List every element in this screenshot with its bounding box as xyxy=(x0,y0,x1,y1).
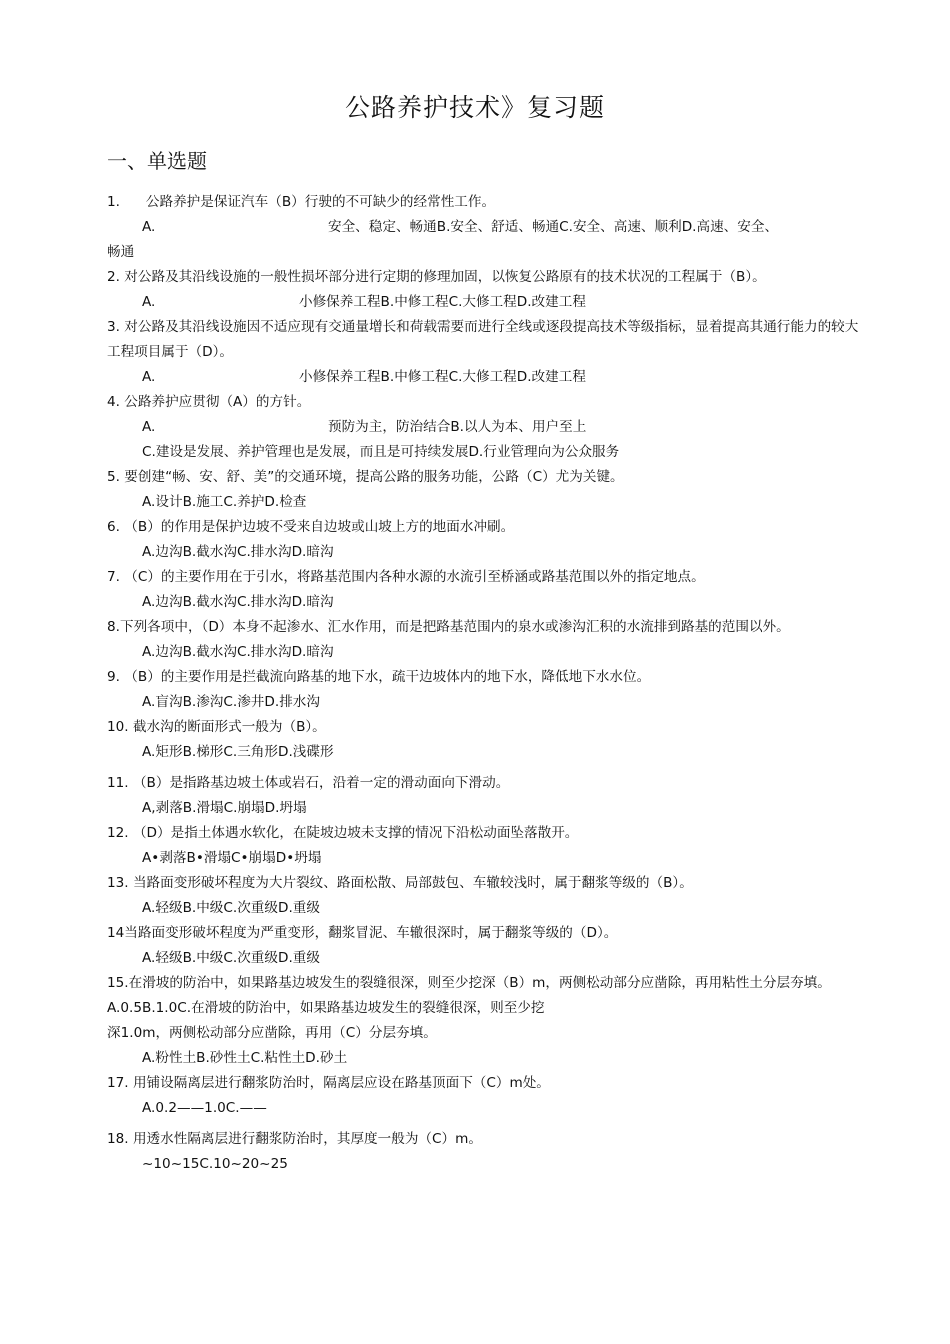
question-options: A.边沟B.截水沟C.排水沟D.暗沟 xyxy=(142,644,334,660)
question-text: 10. 截水沟的断面形式一般为（B）。 xyxy=(107,719,326,735)
question-options xyxy=(107,415,867,440)
question-text: 14当路面变形破坏程度为严重变形，翻浆冒泥、车辙很深时，属于翻浆等级的（D）。 xyxy=(107,925,618,941)
option-label: A. xyxy=(142,294,156,310)
option-text: 小修保养工程B.中修工程C.大修工程D.改建工程 xyxy=(299,369,586,385)
question-text: 深1.0m，两侧松动部分应凿除，再用（C）分层夯填。 xyxy=(107,1025,437,1041)
question-options: A•剥落B•滑塌C•崩塌D•坍塌 xyxy=(142,850,322,866)
question-options xyxy=(107,365,867,390)
option-text: 预防为主，防治结合B.以人为本、用户至上 xyxy=(328,419,587,435)
option-label: A. xyxy=(142,219,156,235)
question-text: 5. 要创建“畅、安、舒、美”的交通环境，提高公路的服务功能，公路（C）尤为关键。 xyxy=(107,469,624,485)
question-options xyxy=(107,215,867,240)
question-options: A.粉性土B.砂性土C.粘性土D.砂土 xyxy=(142,1050,348,1066)
question-list xyxy=(107,190,867,1177)
question-options: A.轻级B.中级C.次重级D.重级 xyxy=(142,950,320,966)
question-options: A.轻级B.中级C.次重级D.重级 xyxy=(142,900,320,916)
section-heading: 一、单选题 xyxy=(107,149,207,173)
option-text: 安全、稳定、畅通B.安全、舒适、畅通C.安全、高速、顺利D.高速、安全、 xyxy=(328,219,779,235)
question-options: A.0.2——1.0C.—— xyxy=(142,1100,267,1116)
question-text: 4. 公路养护应贯彻（A）的方针。 xyxy=(107,394,311,410)
question-text: 1. 公路养护是保证汽车（B）行驶的不可缺少的经常性工作。 xyxy=(107,194,496,210)
question-text: 6. （B）的作用是保护边坡不受来自边坡或山坡上方的地面水冲刷。 xyxy=(107,519,515,535)
question-options: A.设计B.施工C.养护D.检查 xyxy=(142,494,307,510)
page-title: 公路养护技术》复习题 xyxy=(344,93,605,122)
question-text: 12. （D）是指土体遇水软化，在陡坡边坡未支撑的情况下沿松动面坠落散开。 xyxy=(107,825,579,841)
question-options: C.建设是发展、养护管理也是发展，而且是可持续发展D.行业管理向为公众服务 xyxy=(142,444,620,460)
question-options: A,剥落B.滑塌C.崩塌D.坍塌 xyxy=(142,800,307,816)
question-text: 11. （B）是指路基边坡土体或岩石，沿着一定的滑动面向下滑动。 xyxy=(107,775,510,791)
option-text: 小修保养工程B.中修工程C.大修工程D.改建工程 xyxy=(299,294,586,310)
option-label: A. xyxy=(142,419,156,435)
question-text: 17. 用铺设隔离层进行翻浆防治时，隔离层应设在路基顶面下（C）m处。 xyxy=(107,1075,550,1091)
question-options: A.边沟B.截水沟C.排水沟D.暗沟 xyxy=(142,544,334,560)
question-text: 15.在滑坡的防治中，如果路基边坡发生的裂缝很深，则至少挖深（B）m，两侧松动部分应凿除，再用粘性土分层夯填。 xyxy=(107,975,831,991)
question-options: A.矩形B.梯形C.三角形D.浅碟形 xyxy=(142,744,334,760)
question-text: 7. （C）的主要作用在于引水，将路基范围内各种水源的水流引至桥涵或路基范围以外的指定地点。 xyxy=(107,569,705,585)
question-options: A.边沟B.截水沟C.排水沟D.暗沟 xyxy=(142,594,334,610)
question-text: 3. 对公路及其沿线设施因不适应现有交通量增长和荷载需要而进行全线或逐段提高技术等级指标，显着提高其通行能力的较大工程项目属于（D）。 xyxy=(107,319,859,360)
question-options xyxy=(107,290,867,315)
question-options: A.盲沟B.渗沟C.渗井D.排水沟 xyxy=(142,694,320,710)
option-label: A. xyxy=(142,369,156,385)
question-options: ~10~15C.10~20~25 xyxy=(142,1156,288,1172)
question-text: 9. （B）的主要作用是拦截流向路基的地下水，疏干边坡体内的地下水，降低地下水水位。 xyxy=(107,669,651,685)
question-text: 18. 用透水性隔离层进行翻浆防治时，其厚度一般为（C）m。 xyxy=(107,1131,482,1147)
option-continuation: 畅通 xyxy=(107,244,135,260)
question-text: 8.下列各项中，（D）本身不起渗水、汇水作用，而是把路基范围内的泉水或渗沟汇积的水流排到路基的范围以外。 xyxy=(107,619,790,635)
question-text: A.0.5B.1.0C.在滑坡的防治中，如果路基边坡发生的裂缝很深，则至少挖 xyxy=(107,1000,545,1016)
question-text: 2. 对公路及其沿线设施的一般性损坏部分进行定期的修理加固，以恢复公路原有的技术状况的工程属于（B）。 xyxy=(107,269,766,285)
question-text: 13. 当路面变形破坏程度为大片裂纹、路面松散、局部鼓包、车辙较浅时，属于翻浆等级的（B）。 xyxy=(107,875,693,891)
